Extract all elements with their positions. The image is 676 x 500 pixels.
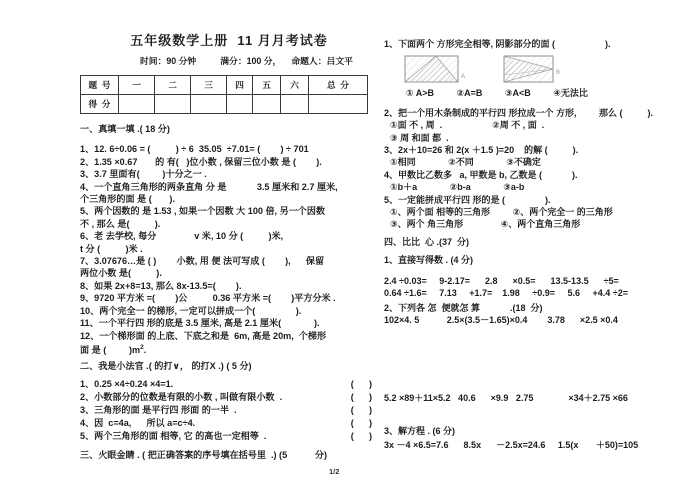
score-table xyxy=(80,75,368,114)
answer-bracket: ( ) xyxy=(350,430,372,441)
question-line: 4、一个直角三角形的两条直角 分 是 3.5 厘米和 2.7 厘米, xyxy=(80,181,338,192)
score-table-empty-cell xyxy=(155,95,191,114)
question-line: 个三角形的面 是 ( ). xyxy=(80,194,175,205)
subquestion-label: 3、解方程 . (6 分) xyxy=(384,425,456,436)
option-line: ③ 周 和面 都 . xyxy=(390,132,449,143)
question-line: 7、3.07676…是 ( ) 小数, 用 便 法可写成 ( ), 保留 xyxy=(80,256,325,267)
question-line: 12、一个梯形面 的上底、下底之和是 6m, 高是 20m, 个梯形 xyxy=(80,330,327,341)
score-table-header-cell: 一 xyxy=(119,76,155,95)
judge-item xyxy=(80,404,372,417)
calc-row: 2.4 ÷0.03= 9-2.17= 2.8 ×0.5= 13.5-13.5 ÷5= xyxy=(384,275,619,286)
question-line: 两位小数 是( ). xyxy=(80,268,162,279)
judge-item xyxy=(80,430,372,443)
score-table-header-cell: 三 xyxy=(191,76,227,95)
question-line: 1、下面两个 方形完全相等, 阴影部分的面 ( ). xyxy=(384,39,611,49)
score-table-empty-cell xyxy=(309,95,368,114)
question-1-figure xyxy=(404,54,676,84)
question-line: 5、两个因数的 是 1.53 , 如果一个因数 大 100 倍, 另一个因数 xyxy=(80,206,326,217)
subquestion-label: 1、直接写得数 . (4 分) xyxy=(384,255,474,266)
calc-row: 0.64 ÷1.6= 7.13 +1.7= 1.98 ÷0.9= 5.6 +4.4 ÷2= xyxy=(384,288,628,299)
meta-full-score: 满分：100 分， xyxy=(220,56,282,66)
question-line: 9、9720 平方米 =( )公 0.36 平方米 =( )平方分米 . xyxy=(80,293,336,304)
score-table-score-row xyxy=(81,95,368,114)
score-table-header-cell: 总 分 xyxy=(309,76,368,95)
page-number: 1/2 xyxy=(329,467,340,476)
question-line: 8、如果 2x+8=13, 那么 8x-13.5=( ). xyxy=(80,280,242,291)
meta-author: 命题人：吕文平 xyxy=(291,56,353,66)
question-line: 11、一个平行四 形的底是 3.5 厘米, 高是 2.1 厘米( ). xyxy=(80,318,320,329)
score-table-empty-cell xyxy=(119,95,155,114)
score-table-row-label: 得 分 xyxy=(81,95,119,114)
calc-row: 102×4. 5 2.5×(3.5－1.65)×0.4 3.78 ×2.5 ×0.4 xyxy=(384,314,618,325)
option-line: ① A>B ②A=B ③A<B ④无法比 xyxy=(406,88,588,99)
option-line: ①、两个面 相等的三角形 ②、两个完全一 的三角形 xyxy=(390,207,613,218)
superscript-2: 2 xyxy=(140,343,144,351)
judge-text: 2、小数部分的位数是有限的小数 , 叫做有限小数 . xyxy=(80,392,283,403)
score-table-header-cell: 二 xyxy=(155,76,191,95)
figure-label-b: B xyxy=(556,70,561,77)
question-line: 1、12. 6÷0.06 = ( ) ÷ 6 35.05 ÷7.01= ( ) ÷ 701 xyxy=(80,144,309,155)
answer-bracket: ( ) xyxy=(350,392,372,403)
figure-label-a: A xyxy=(461,74,466,81)
question-line: 3、3.7 里面有( )十分之一 . xyxy=(80,169,207,180)
question-line: 5、一定能拼成平行四 形的是 ( ). xyxy=(384,194,551,205)
answer-bracket: ( ) xyxy=(350,417,372,428)
score-table-empty-cell xyxy=(253,95,281,114)
question-line: 2、把一个用木条制成的平行四 形拉成一个 方形, 那么 ( ). xyxy=(384,107,654,118)
meta-time: 时间：90 分钟 xyxy=(140,56,197,66)
option-line: ①面 不 , 周 . ②周 不 , 面 . xyxy=(390,120,545,131)
score-table-header-cell: 题 号 xyxy=(81,76,119,95)
score-table-header-cell: 四 xyxy=(227,76,253,95)
question-line xyxy=(80,342,378,356)
question-line: 10、两个完全一 的梯形, 一定可以拼成一个( ). xyxy=(80,305,302,316)
score-table-empty-cell xyxy=(227,95,253,114)
answer-bracket: ( ) xyxy=(350,379,372,390)
judge-text: 3、三角形的面 是平行四 形面 的一半 . xyxy=(80,404,237,415)
judge-item xyxy=(80,391,372,404)
question-line: 不 , 那么 是( ). xyxy=(80,218,161,229)
question-line: 6、老 去学校, 每分 v 米, 10 分 ( )米, xyxy=(80,231,284,242)
judge-text: 5、两个三角形的面 相等, 它 的高也一定相等 . xyxy=(80,430,267,441)
judge-text: 1、0.25 ×4÷0.24 ×4=1. xyxy=(80,379,174,390)
judge-text: 4、因 c=4a, 所以 a=c÷4. xyxy=(80,417,196,428)
exam-meta xyxy=(80,54,378,67)
judge-item xyxy=(80,417,372,430)
section-3-heading: 三、火眼金睛 . ( 把正确答案的序号填在括号里 .) (5 分) xyxy=(80,450,328,461)
calc-row: 5.2 ×89＋11×5.2 40.6 ×9.9 2.75 ×34＋2.75 ×66 xyxy=(384,393,628,404)
section-1-heading: 一、真填一填 .( 18 分) xyxy=(80,124,170,134)
question-line: 3、2x＋10=26 和 2(x ＋1.5 )=20 的解 ( ). xyxy=(384,145,579,156)
score-table-empty-cell xyxy=(191,95,227,114)
option-line: ①相同 ②不同 ③不确定 xyxy=(390,157,541,168)
question-line: 4、甲数比乙数多 a, 甲数是 b, 乙数是 ( ). xyxy=(384,169,578,180)
page-title: 五年级数学上册 11 月月考试卷 xyxy=(130,33,328,48)
score-table-empty-cell xyxy=(281,95,309,114)
equation-row: 3x －4 ×6.5=7.6 8.5x －2.5x=24.6 1.5(x ＋50)=105 xyxy=(384,440,639,451)
judge-item xyxy=(80,378,372,391)
option-line: ③、两个 角三角形 ④、两个直角三角形 xyxy=(390,219,581,230)
score-table-header-row xyxy=(81,76,368,95)
question-line: 2、1.35 ×0.67 的 有( )位小数 , 保留三位小数 是 ( ). xyxy=(80,156,322,167)
rectangle-a-figure xyxy=(404,54,466,84)
right-column xyxy=(384,38,676,452)
subquestion-label: 2、下列各 怎 便就怎 算 .(18 分) xyxy=(384,302,543,313)
score-table-header-cell: 六 xyxy=(281,76,309,95)
question-line: t 分 ( )米 . xyxy=(80,243,143,254)
question-line-text: 面 是 ( )m xyxy=(80,344,141,355)
score-table-header-cell: 五 xyxy=(253,76,281,95)
answer-bracket: ( ) xyxy=(350,404,372,415)
option-line: ①b＋a ②b-a ③a-b xyxy=(390,182,525,193)
section-4-heading: 四、比比 心 .(37 分) xyxy=(384,236,470,247)
section-2-heading: 二、我是小法官 .( 的打∨， 的打X .) ( 5 分) xyxy=(80,361,252,372)
rectangle-b-figure xyxy=(503,54,563,84)
left-column xyxy=(80,30,378,462)
question-line-tail: . xyxy=(143,344,147,355)
